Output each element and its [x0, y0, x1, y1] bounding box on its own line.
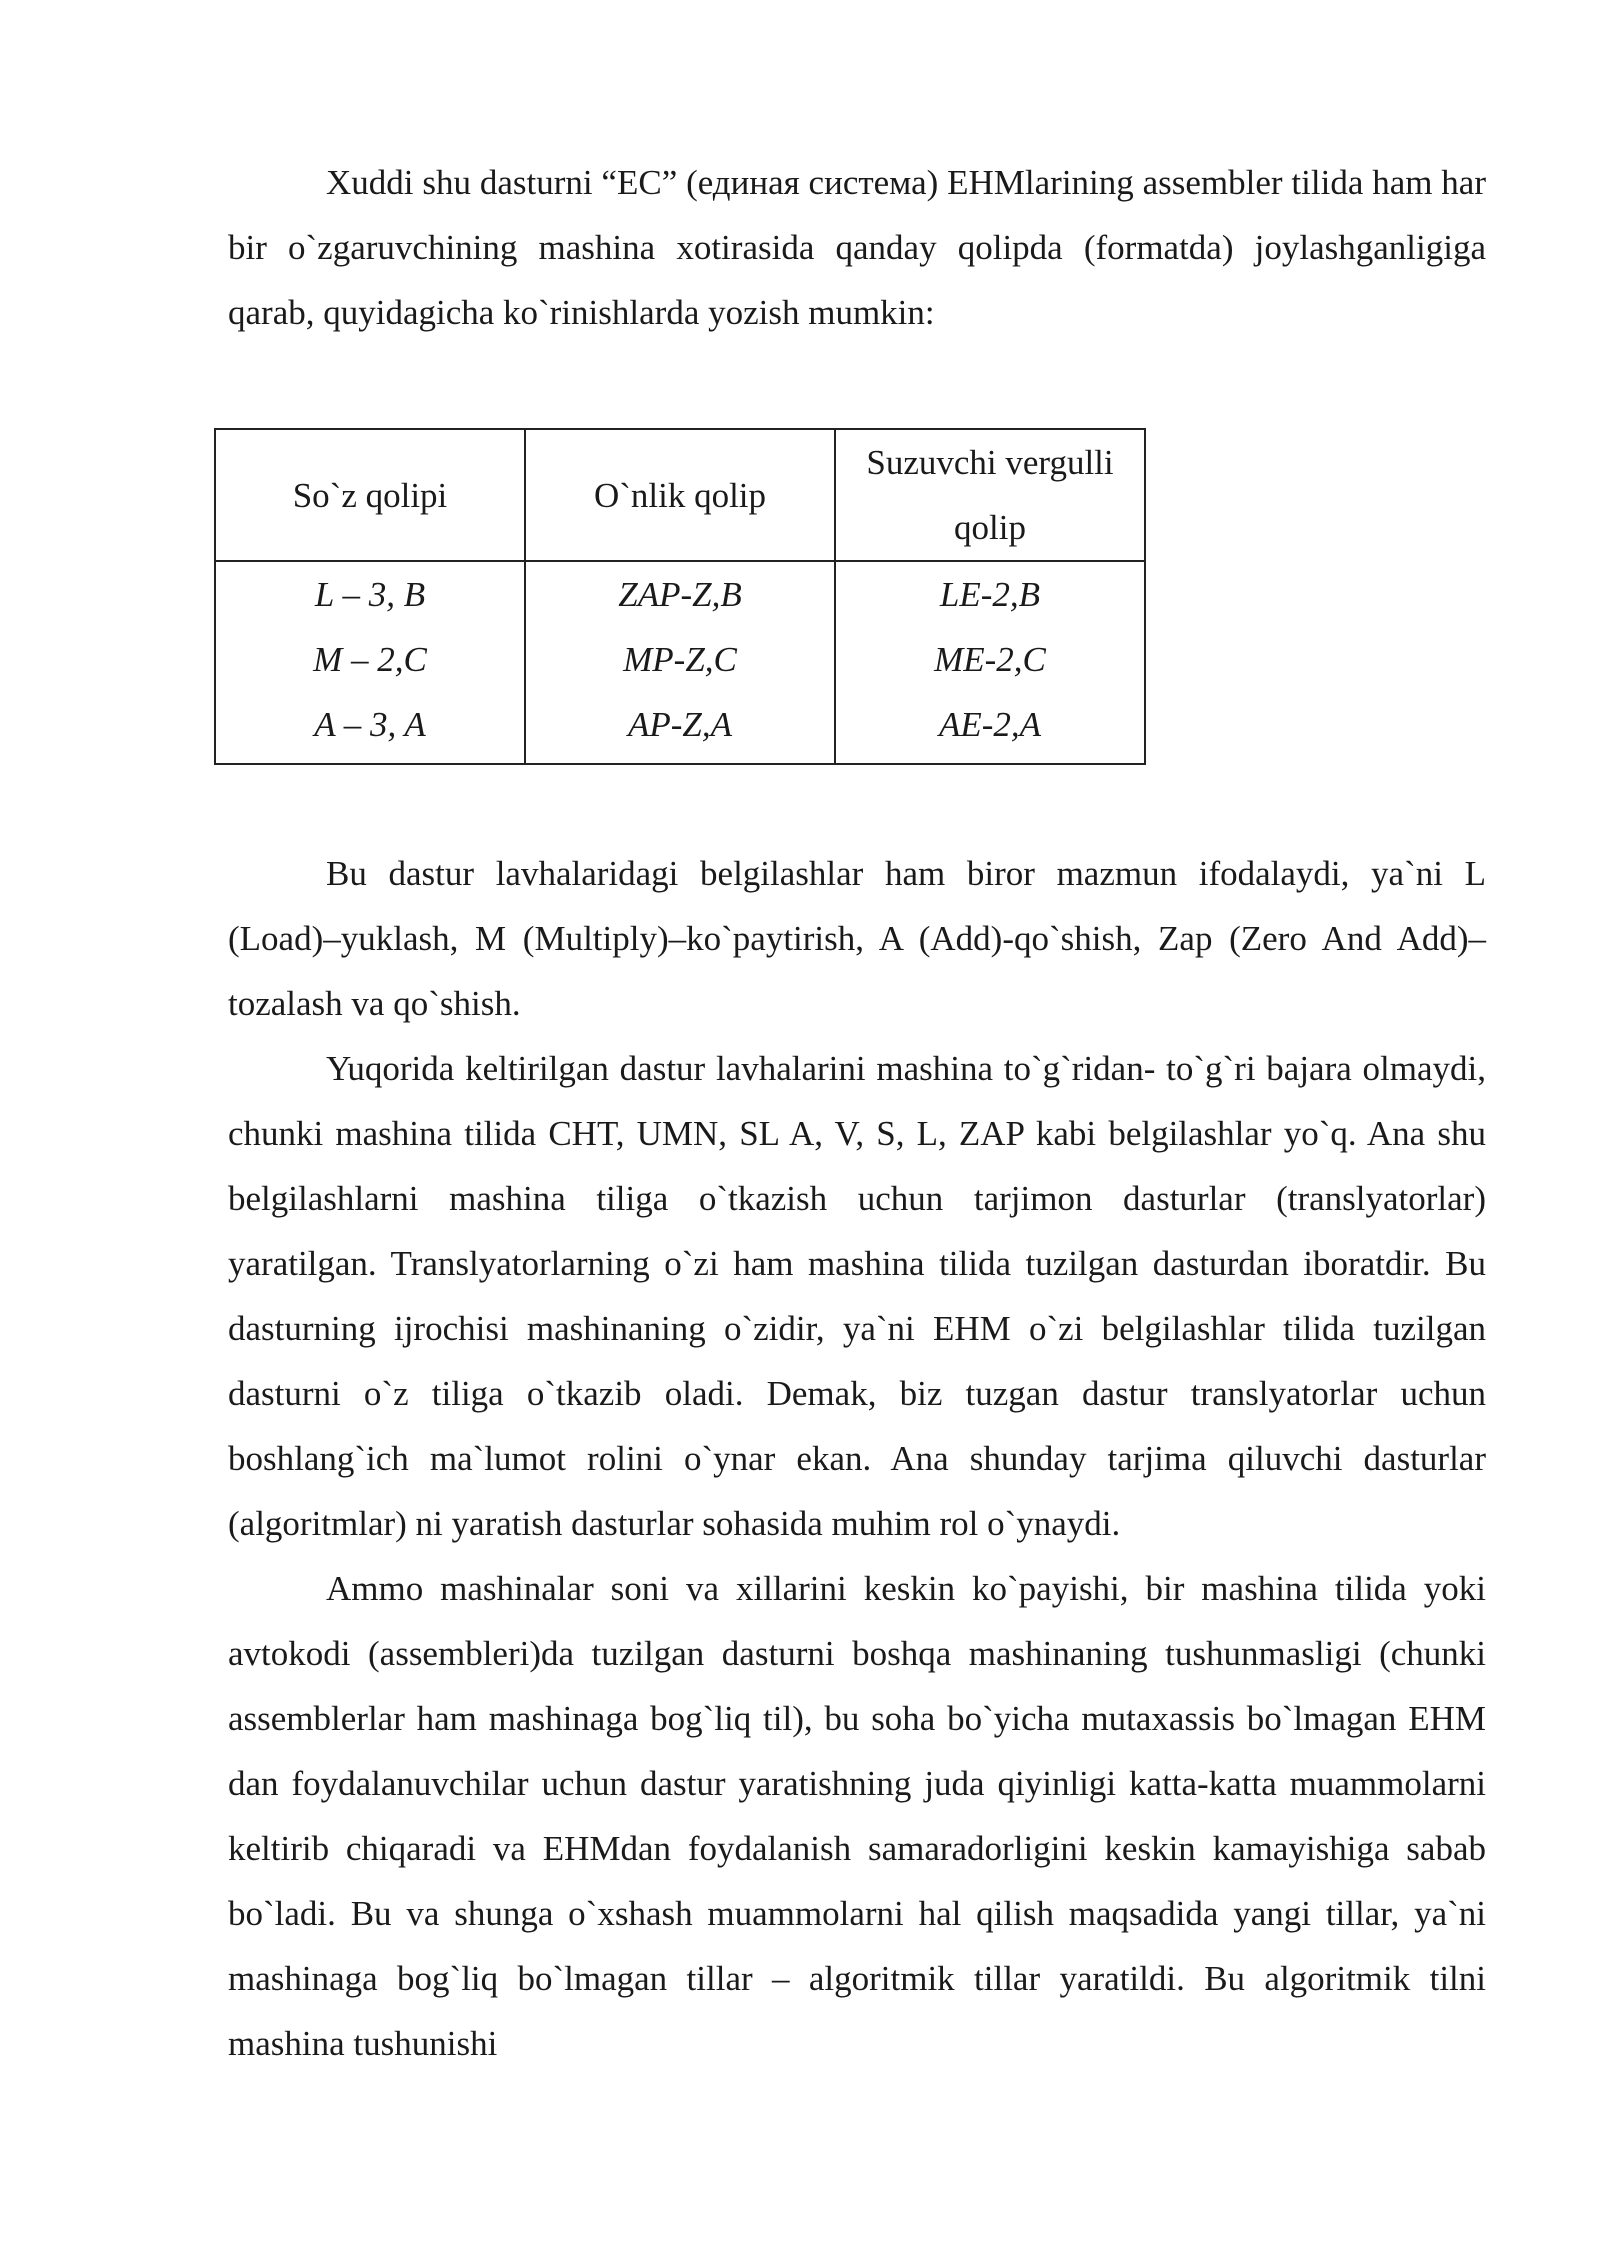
cell-line: LE-2,B: [939, 575, 1041, 614]
table-wrapper: [214, 428, 1486, 765]
header-word-format: So`z qolipi: [215, 429, 525, 561]
format-table: [214, 428, 1146, 765]
table-row: [215, 561, 1145, 764]
cell-line: M – 2,C: [313, 640, 427, 679]
paragraph-algorithmic-languages: Ammo mashinalar soni va xillarini keskin ko`payishi, bir mashina tilida yoki avtokodi (assembleri)da tuzilgan dasturni boshqa mashinaning tushunmasligi (chunki assemblerlar ham mashinaga bog`liq til), bu soha bo`yicha mutaxassis bo`lmagan EHM dan foydalanuvchilar uchun dastur yaratishning juda qiyinligi katta-katta muammolarni keltirib chiqaradi va EHMdan foydalanish samaradorligini keskin kamayishiga sabab bo`ladi. Bu va shunga o`xshash muammolarni hal qilish maqsadida yangi tillar, ya`ni mashinaga bog`liq bo`lmagan tillar – algoritmik tillar yaratildi. Bu algoritmik tilni mashina tushunishi: [228, 1569, 1486, 2063]
cell-line: ME-2,C: [934, 640, 1046, 679]
table-cell-decimal-format: [525, 561, 835, 764]
cell-line: A – 3, A: [314, 705, 426, 744]
paragraph-intro: Xuddi shu dasturni “EC” (единая система) EHMlarining assembler tilida ham har bir o`zgaruvchining mashina xotirasida qanday qolipda (formatda) joylashganligiga qarab, quyidagicha ko`rinishlarda yozish mumkin:: [228, 163, 1486, 332]
document-page: [228, 150, 1486, 2076]
table-cell-word-format: [215, 561, 525, 764]
header-decimal-format: O`nlik qolip: [525, 429, 835, 561]
cell-line: L – 3, B: [314, 575, 426, 614]
header-floating-point-format: Suzuvchi vergulli qolip: [835, 429, 1145, 561]
table-cell-floating-point-format: [835, 561, 1145, 764]
cell-line: MP-Z,C: [623, 640, 737, 679]
table-header-row: [215, 429, 1145, 561]
paragraph-translators: Yuqorida keltirilgan dastur lavhalarini mashina to`g`ridan- to`g`ri bajara olmaydi, chunki mashina tilida CHT, UMN, SL A, V, S, L, ZAP kabi belgilashlar yo`q. Ana shu belgilashlarni mashina tiliga o`tkazish uchun tarjimon dasturlar (translyatorlar) yaratilgan. Translyatorlarning o`zi ham mashina tilida tuzilgan dasturdan iboratdir. Bu dasturning ijrochisi mashinaning o`zidir, ya`ni EHM o`zi belgilashlar tilida tuzilgan dasturni o`z tiliga o`tkazib oladi. Demak, biz tuzgan dastur translyatorlar uchun boshlang`ich ma`lumot rolini o`ynar ekan. Ana shunday tarjima qiluvchi dasturlar (algoritmlar) ni yaratish dasturlar sohasida muhim rol o`ynaydi.: [228, 1049, 1486, 1543]
paragraph-mnemonics: Bu dastur lavhalaridagi belgilashlar ham biror mazmun ifodalaydi, ya`ni L (Load)–yuklash, M (Multiply)–ko`paytirish, A (Add)-qo`shish, Zap (Zero And Add)–tozalash va qo`shish.: [228, 854, 1486, 1023]
cell-line: ZAP-Z,B: [618, 575, 742, 614]
cell-line: AP-Z,A: [627, 705, 732, 744]
cell-line: AE-2,A: [938, 705, 1042, 744]
